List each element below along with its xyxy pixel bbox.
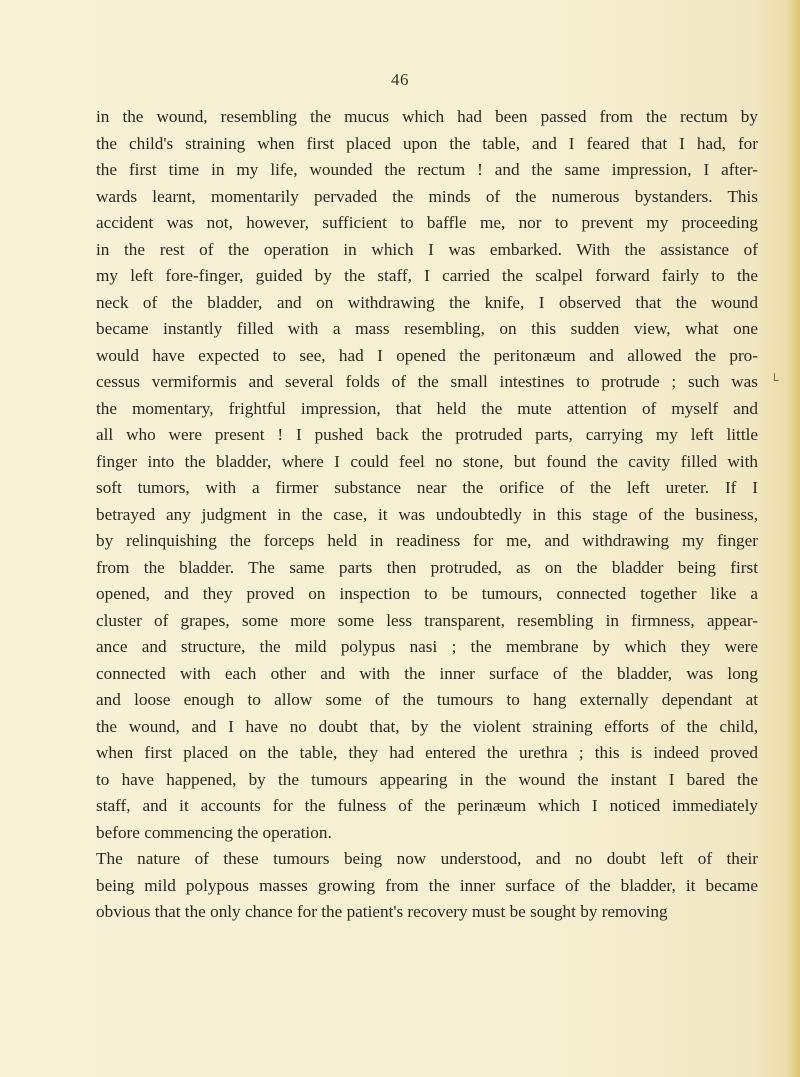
page-edge-shadow [786, 0, 800, 1077]
text-line: by relinquishing the forceps held in readiness for me, and withdrawing my finger [96, 531, 758, 550]
text-line: in the rest of the operation in which I was embarked. With the assistance of [96, 239, 758, 259]
text-line: connected with each other and with the inner surface of the bladder, was long [96, 663, 758, 683]
text-line: obvious that the only chance for the patient's recovery must be sought by removing [96, 902, 668, 921]
text-line: wards learnt, momentarily pervaded the minds of the numerous bystanders. This [96, 186, 758, 206]
text-line: the momentary, frightful impression, that held the mute attention of myself and [96, 398, 758, 418]
text-line: and loose enough to allow some of the tumours to hang externally dependant at [96, 690, 758, 709]
text-line: being mild polypous masses growing from the inner surface of the bladder, it became [96, 875, 758, 895]
text-line: the wound, and I have no doubt that, by the violent straining efforts of the child, [96, 716, 758, 736]
body-text [96, 104, 758, 926]
text-line: from the bladder. The same parts then protruded, as on the bladder being first [96, 557, 758, 577]
text-line: became instantly filled with a mass resembling, on this sudden view, what one [96, 319, 758, 338]
text-line: would have expected to see, had I opened the peritonæum and allowed the pro- [96, 345, 758, 365]
text-line: in the wound, resembling the mucus which had been passed from the rectum by [96, 107, 758, 126]
text-line: opened, and they proved on inspection to be tumours, connected together like a [96, 584, 758, 603]
text-line: my left fore-finger, guided by the staff, I carried the scalpel forward fairly to the [96, 266, 758, 285]
text-line: neck of the bladder, and on withdrawing the knife, I observed that the wound [96, 292, 758, 312]
text-line: finger into the bladder, where I could feel no stone, but found the cavity filled with [96, 451, 758, 471]
text-line: before commencing the operation. [96, 822, 332, 842]
text-line: accident was not, however, sufficient to baffle me, nor to prevent my proceeding [96, 213, 758, 232]
page-number: 46 [391, 70, 409, 89]
text-line: to have happened, by the tumours appearing in the wound the instant I bared the [96, 769, 758, 789]
text-line: The nature of these tumours being now understood, and no doubt left of their [96, 849, 758, 868]
text-line: soft tumors, with a firmer substance near the orifice of the left ureter. If I [96, 478, 758, 497]
margin-mark-icon: └ [770, 373, 779, 387]
text-line: betrayed any judgment in the case, it was undoubtedly in this stage of the business, [96, 504, 758, 524]
text-line: when first placed on the table, they had entered the urethra ; this is indeed proved [96, 743, 758, 762]
text-line: cluster of grapes, some more some less transparent, resembling in firmness, appear- [96, 610, 758, 630]
text-line: cessus vermiformis and several folds of the small intestines to protrude ; such was [96, 372, 758, 391]
text-line: all who were present ! I pushed back the protruded parts, carrying my left little [96, 425, 758, 444]
text-line: the child's straining when first placed upon the table, and I feared that I had, for [96, 133, 758, 153]
text-line: staff, and it accounts for the fulness of the perinæum which I noticed immediately [96, 796, 758, 815]
text-line: ance and structure, the mild polypus nasi ; the membrane by which they were [96, 637, 758, 656]
text-line: the first time in my life, wounded the rectum ! and the same impression, I after- [96, 160, 758, 179]
